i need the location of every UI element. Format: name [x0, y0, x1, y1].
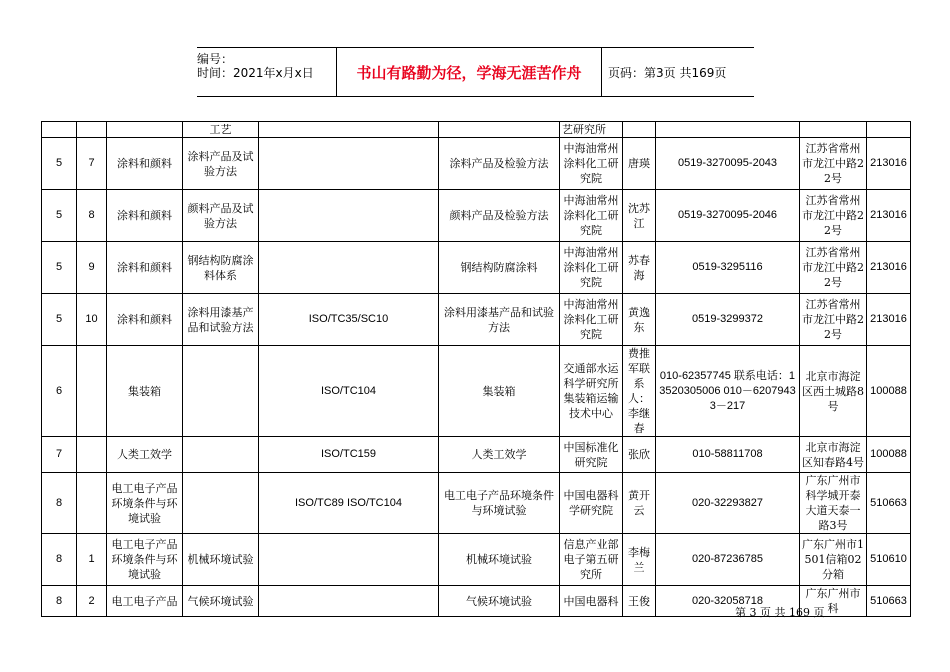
- cell-committee: 涂料用漆基产品和试验方法: [439, 294, 560, 346]
- cell-subcategory: 涂料用漆基产品和试验方法: [183, 294, 259, 346]
- cell-address: 江苏省常州市龙江中路22号: [800, 294, 867, 346]
- cell-sub-no: 2: [77, 586, 107, 617]
- cell-postcode: 510663: [867, 586, 911, 617]
- table-row: [42, 473, 911, 534]
- cell-postcode: 213016: [867, 242, 911, 294]
- page-header: [197, 47, 754, 97]
- cell-subcategory: [183, 346, 259, 437]
- cell-address: 北京市海淀区西土城路8号: [800, 346, 867, 437]
- cell-subcategory: 颜料产品及试验方法: [183, 190, 259, 242]
- cell-contact: 苏春海: [623, 242, 656, 294]
- cell-contact: 沈苏江: [623, 190, 656, 242]
- cell-phone: 020-87236785: [656, 534, 800, 586]
- cell-sub-no: [77, 437, 107, 473]
- cell-institute: 中国电器科: [560, 586, 623, 617]
- cell-institute: 中国标准化研究院: [560, 437, 623, 473]
- cell-postcode: 213016: [867, 190, 911, 242]
- cell-postcode: 213016: [867, 138, 911, 190]
- cell-subcategory: [183, 437, 259, 473]
- cell-institute: 交通部水运科学研究所集装箱运输技术中心: [560, 346, 623, 437]
- cell-iso-ref: [259, 586, 439, 617]
- cell-sub-no: 10: [77, 294, 107, 346]
- cell-cat-no: 8: [42, 473, 77, 534]
- cell-category: 涂料和颜料: [107, 190, 183, 242]
- cell-contact: 张欣: [623, 437, 656, 473]
- page-footer: 第 3 页 共 169 页: [735, 606, 825, 619]
- cell-sub-no: 7: [77, 138, 107, 190]
- cell-phone: 0519-3270095-2043: [656, 138, 800, 190]
- cell-phone: 0519-3299372: [656, 294, 800, 346]
- cell-category: 集装箱: [107, 346, 183, 437]
- cell-institute: 中海油常州涂料化工研究院: [560, 138, 623, 190]
- cell-iso-ref: ISO/TC89 ISO/TC104: [259, 473, 439, 534]
- cell-phone: 020-32058718: [656, 586, 800, 617]
- cell-cat-no: 5: [42, 190, 77, 242]
- cell-category: [107, 122, 183, 138]
- cell-iso-ref: ISO/TC159: [259, 437, 439, 473]
- cell-postcode: 510663: [867, 473, 911, 534]
- table-row: [42, 190, 911, 242]
- cell-committee: 颜料产品及检验方法: [439, 190, 560, 242]
- cell-phone: 0519-3295116: [656, 242, 800, 294]
- cell-subcategory: 工艺: [183, 122, 259, 138]
- cell-address: 广东广州市1501信箱02分箱: [800, 534, 867, 586]
- table-row: [42, 294, 911, 346]
- cell-cat-no: 8: [42, 534, 77, 586]
- number-label: 编号：: [197, 52, 234, 66]
- cell-contact: 黄逸东: [623, 294, 656, 346]
- cell-sub-no: 8: [77, 190, 107, 242]
- page-indicator: 页码：第3页 共169页: [608, 65, 727, 80]
- cell-committee: 涂料产品及检验方法: [439, 138, 560, 190]
- cell-sub-no: 9: [77, 242, 107, 294]
- cell-category: 电工电子产品: [107, 586, 183, 617]
- cell-institute: 中海油常州涂料化工研究院: [560, 190, 623, 242]
- cell-iso-ref: [259, 534, 439, 586]
- header-motto: 书山有路勤为径，学海无涯苦作舟: [337, 48, 602, 96]
- cell-iso-ref: ISO/TC104: [259, 346, 439, 437]
- cell-subcategory: 气候环境试验: [183, 586, 259, 617]
- cell-address: 广东广州市科: [800, 586, 867, 617]
- cell-phone: 010-62357745 联系电话：13520305006 010－62079433－217: [656, 346, 800, 437]
- cell-postcode: 100088: [867, 437, 911, 473]
- table-row: [42, 346, 911, 437]
- cell-sub-no: [77, 473, 107, 534]
- cell-contact: [623, 122, 656, 138]
- table-row: [42, 242, 911, 294]
- cell-phone: 0519-3270095-2046: [656, 190, 800, 242]
- cell-institute: 中海油常州涂料化工研究院: [560, 242, 623, 294]
- table-row: [42, 437, 911, 473]
- cell-address: 江苏省常州市龙江中路22号: [800, 138, 867, 190]
- cell-cat-no: 5: [42, 138, 77, 190]
- cell-category: 涂料和颜料: [107, 294, 183, 346]
- cell-sub-no: [77, 346, 107, 437]
- cell-subcategory: 机械环境试验: [183, 534, 259, 586]
- cell-category: 电工电子产品环境条件与环境试验: [107, 473, 183, 534]
- cell-address: [800, 122, 867, 138]
- cell-iso-ref: [259, 190, 439, 242]
- table-row: [42, 122, 911, 138]
- cell-phone: 010-58811708: [656, 437, 800, 473]
- cell-postcode: 510610: [867, 534, 911, 586]
- cell-iso-ref: [259, 242, 439, 294]
- cell-iso-ref: [259, 138, 439, 190]
- cell-institute: 信息产业部电子第五研究所: [560, 534, 623, 586]
- cell-address: 北京市海淀区知春路4号: [800, 437, 867, 473]
- cell-address: 江苏省常州市龙江中路22号: [800, 242, 867, 294]
- cell-committee: 集装箱: [439, 346, 560, 437]
- cell-contact: 黄开云: [623, 473, 656, 534]
- cell-iso-ref: ISO/TC35/SC10: [259, 294, 439, 346]
- cell-category: 电工电子产品环境条件与环境试验: [107, 534, 183, 586]
- cell-subcategory: [183, 473, 259, 534]
- cell-contact: 李梅兰: [623, 534, 656, 586]
- time-label: 时间：2021年x月x日: [197, 66, 314, 80]
- cell-address: 江苏省常州市龙江中路22号: [800, 190, 867, 242]
- cell-phone: 020-32293827: [656, 473, 800, 534]
- cell-postcode: 213016: [867, 294, 911, 346]
- cell-category: 人类工效学: [107, 437, 183, 473]
- cell-committee: 电工电子产品环境条件与环境试验: [439, 473, 560, 534]
- table-row: [42, 534, 911, 586]
- cell-institute: 艺研究所: [560, 122, 623, 138]
- cell-category: 涂料和颜料: [107, 138, 183, 190]
- cell-cat-no: 7: [42, 437, 77, 473]
- cell-cat-no: 8: [42, 586, 77, 617]
- cell-iso-ref: [259, 122, 439, 138]
- cell-subcategory: 钢结构防腐涂料体系: [183, 242, 259, 294]
- cell-postcode: [867, 122, 911, 138]
- cell-phone: [656, 122, 800, 138]
- cell-cat-no: 5: [42, 242, 77, 294]
- cell-cat-no: [42, 122, 77, 138]
- cell-contact: 唐瑛: [623, 138, 656, 190]
- cell-category: 涂料和颜料: [107, 242, 183, 294]
- cell-subcategory: 涂料产品及试验方法: [183, 138, 259, 190]
- cell-cat-no: 5: [42, 294, 77, 346]
- table-row: [42, 138, 911, 190]
- cell-address: 广东广州市科学城开泰大道天泰一路3号: [800, 473, 867, 534]
- cell-committee: [439, 122, 560, 138]
- cell-institute: 中国电器科学研究院: [560, 473, 623, 534]
- cell-committee: 人类工效学: [439, 437, 560, 473]
- header-meta: [197, 48, 337, 96]
- cell-committee: 钢结构防腐涂料: [439, 242, 560, 294]
- cell-institute: 中海油常州涂料化工研究院: [560, 294, 623, 346]
- standards-table: [41, 121, 911, 617]
- cell-contact: 王俊: [623, 586, 656, 617]
- cell-committee: 机械环境试验: [439, 534, 560, 586]
- cell-contact: 费推军联系人：李继春: [623, 346, 656, 437]
- cell-cat-no: 6: [42, 346, 77, 437]
- cell-sub-no: 1: [77, 534, 107, 586]
- cell-postcode: 100088: [867, 346, 911, 437]
- cell-committee: 气候环境试验: [439, 586, 560, 617]
- cell-sub-no: [77, 122, 107, 138]
